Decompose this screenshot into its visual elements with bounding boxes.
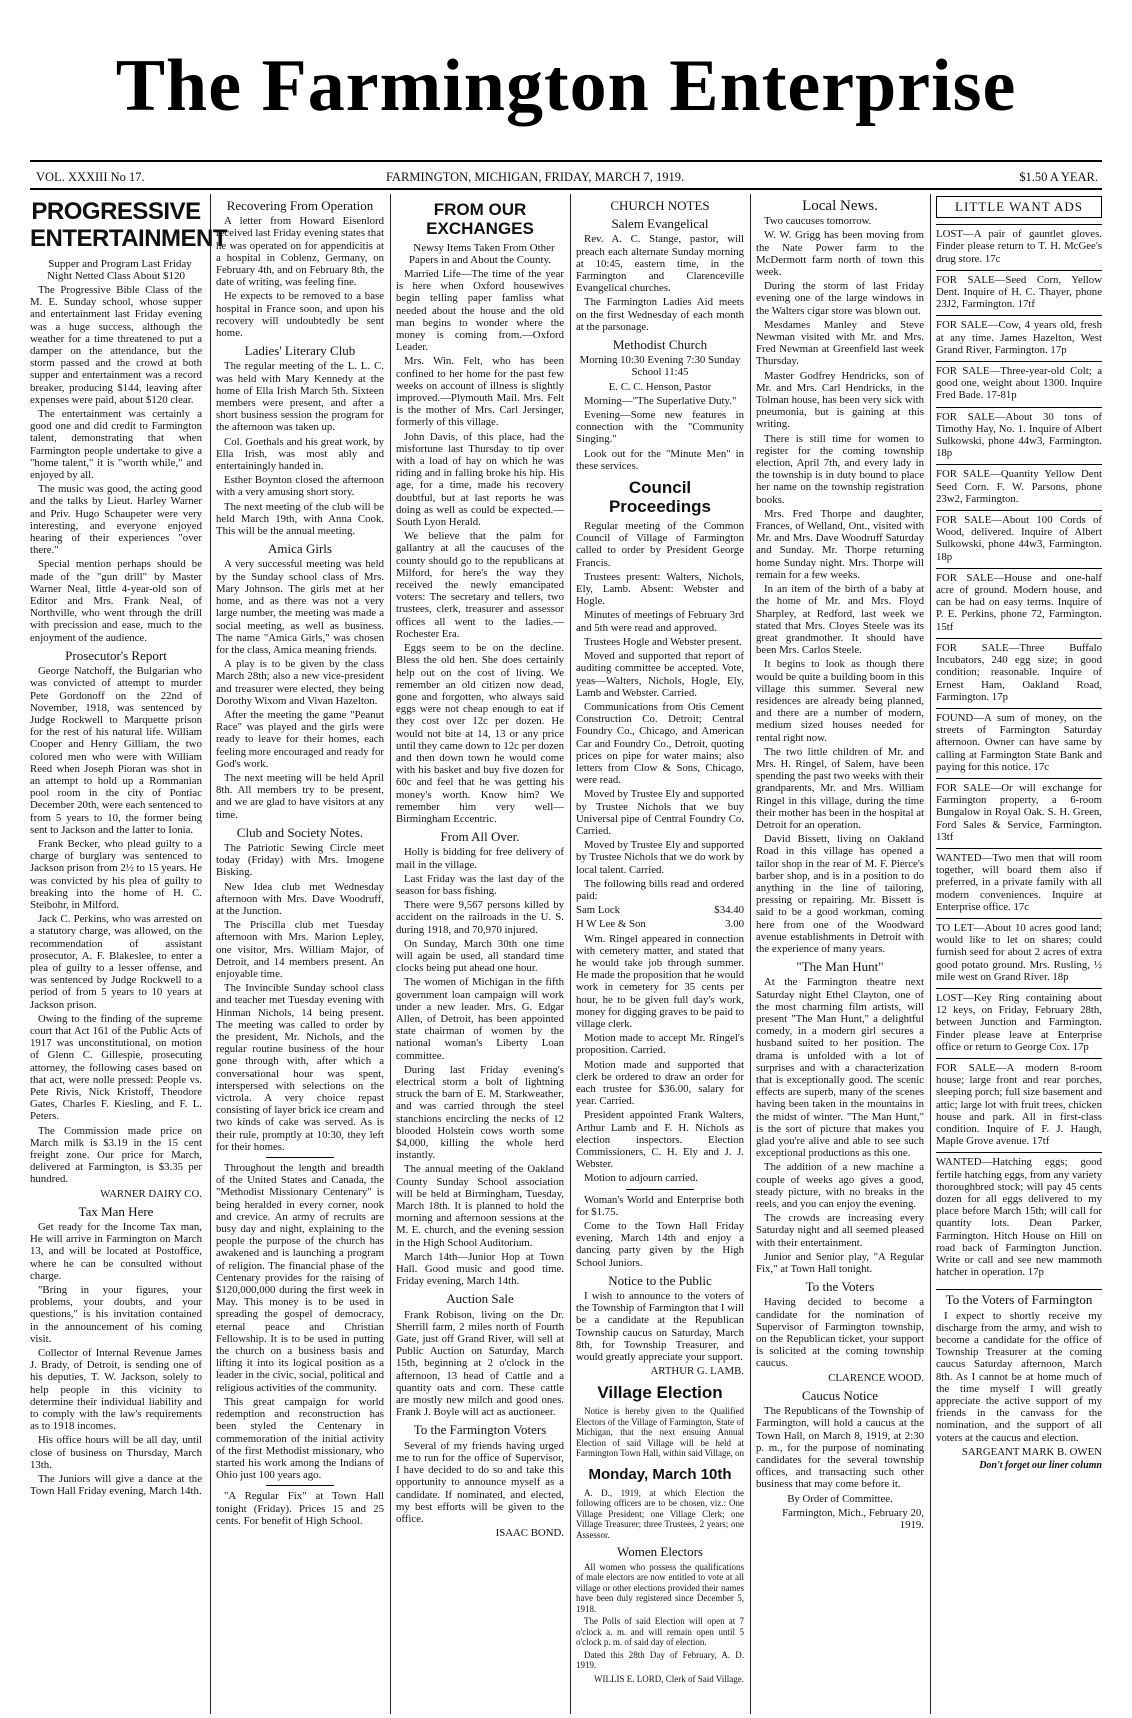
column-6 (936, 194, 1102, 1714)
article-paragraph: John Davis, of this place, had the misfortune last Thursday to tip over with a load of hay on which he was riding and in falling broke his hip. His age, for a time, made his recovery doubtful, but at last reports he was doing as well as could be expected.—South Lyon Herald. (396, 430, 564, 529)
article-paragraph: Mesdames Manley and Steve Newman visited with Mr. and Mrs. Fred Newman at Greenfield last week Thursday. (756, 318, 924, 368)
article-paragraph: His office hours will be all day, until close of business on Thursday, March 13th. (30, 1434, 202, 1471)
bill-amount: 3.00 (725, 918, 744, 931)
headline-local-news: Local News. (802, 198, 878, 214)
article-paragraph: Motion made to accept Mr. Ringel's proposition. Carried. (576, 1032, 744, 1057)
article-paragraph: Two caucuses tomorrow. (764, 215, 872, 228)
headline-club-society: Club and Society Notes. (236, 824, 364, 840)
article-paragraph: Collector of Internal Revenue James J. Brady, of Detroit, is sending one of his deputies, T. W. Jackson, solely to help people in this vicinity to determine their individual liability and to comply with the law's requirements as to 1918 incomes. (30, 1347, 202, 1433)
column-rule (570, 194, 571, 1714)
headline-council-proceedings: Council Proceedings (608, 478, 712, 517)
article-paragraph: "A Regular Fix" at Town Hall tonight (Friday). Prices 15 and 25 cents. For benefit of High School. (216, 1490, 384, 1527)
headline-tax-man: Tax Man Here (78, 1203, 154, 1219)
article-paragraph: Throughout the length and breadth of the United States and Canada, the "Methodist Missionary Centenary" is being heralded in every corner, nook and crevice. An army of recruits are busy day and night, explaining to the people the purpose of the church has awakened and is launching a program of religion. The financial phase of the Centenary provides for the raising of $120,000,000 during the first week in May. This money is to be used in spreading the gospel of democracy, eternal peace and Christian Fellowship. It is to be used in putting the church on a business basis and lifting it into its logical position as a leader in the civic, social, political and religious activities of the community. (216, 1162, 384, 1394)
ad-text: LOST—Key Ring containing about 12 keys, on Friday, February 28th, between Junction and Farmington. Finder please leave at Enterprise office or return to George Cox. 17p (936, 991, 1102, 1053)
volume-number: VOL. XXXIII No 17. (36, 170, 145, 184)
article-paragraph: The Juniors will give a dance at the Town Hall Friday evening, March 14th. (30, 1473, 202, 1498)
article-paragraph: The Republicans of the Township of Farmington, will hold a caucus at the Town Hall, on March 8, 1919, at 2:30 p. m., for the purpose of nominating candidates for the several township offices, and transacting such other business that may come before it. (756, 1405, 924, 1491)
classified-ad (936, 918, 1102, 988)
article-paragraph: The Farmington Ladies Aid meets on the first Wednesday of each month at the parsonage. (576, 296, 744, 333)
article-paragraph: Evening—Some new features in connection with the "Community Singing." (576, 409, 744, 446)
article-paragraph: Wm. Ringel appeared in connection with cemetery matter, and stated that he would take job through summer. He made the proposition that he would work in cemetery for 35 cents per hour, he to be given full day's work, money for digging graves to be paid to village clerk. (576, 932, 744, 1030)
article-paragraph: Trustees present: Walters, Nichols, Ely, Lamb. Absent: Webster and Hogle. (576, 570, 744, 608)
ad-text: WANTED—Two men that will room together, will board them also if preferred, in a private family with all modern conveniences. Inquire at Enterprise office. 17c (936, 851, 1102, 913)
article-paragraph: Esther Boynton closed the afternoon with a very amusing short story. (216, 474, 384, 499)
headline-man-hunt: "The Man Hunt" (796, 959, 884, 975)
signature: WARNER DAIRY CO. (100, 1187, 202, 1200)
column-4 (576, 194, 744, 1714)
subheadline-methodist: Methodist Church (612, 337, 708, 353)
classified-ad (936, 988, 1102, 1058)
headline-caucus-notice: Caucus Notice (801, 1387, 879, 1403)
ad-text: FOR SALE—Or will exchange for Farmington property, a 6-room Bungalow in Royal Oak. S. H. Green, Ford Sales & Service, Farmington. 13tf (936, 781, 1102, 843)
headline-village-election: Village Election (597, 1383, 723, 1403)
divider (266, 1485, 333, 1486)
article-paragraph: The music was good, the acting good and the talks by Lieut. Harley Warner and Priv. Hugo Schaupeter were very interesting, and everyone enjoyed hearing of their experiences "over there." (30, 483, 202, 557)
classified-ad (936, 510, 1102, 568)
article-paragraph: Mrs. Fred Thorpe and daughter, Frances, of Welland, Ont., visited with Mr. and Mrs. Dave Woodruff Saturday and Sunday. Mr. Thorpe returning home Sunday night. Mrs. Thorpe will remain for a few weeks. (756, 507, 924, 581)
signature: By Order of Committee. (787, 1492, 893, 1505)
signature: CLARENCE WOOD. (828, 1371, 924, 1384)
ad-text: FOUND—A sum of money, on the streets of Farmington Saturday afternoon. Owner can have same by calling at Farmington State Bank and paying for this notice. 17c (936, 711, 1102, 773)
ad-text: WANTED—Hatching eggs; good fertile hatching eggs, from any variety thoroughbred stock; will pay 45 cents dozen for all eggs delivered to my place before March 15th; will call for quantity lots. Dean Parker, Farmington. Hitch House on Hill on road back of Farmington Junction. Write or call and see new mammoth hatcher in operation. 17p (936, 1156, 1102, 1279)
article-paragraph: The next meeting will be held April 8th. All members try to be present, and we are glad to have visitors at any time. (216, 771, 384, 821)
election-date: Monday, March 10th (588, 1465, 732, 1483)
classified-ad (936, 464, 1102, 510)
article-paragraph: Communications from Otis Cement Construction Co. Detroit; Central Foundry Co., Chicago, and American Car and Foundry Co., Detroit, quoting prices on pipe for water mains; also letters from Clow & Sons, Chicago, were read. (576, 700, 744, 787)
article-paragraph: New Idea club met Wednesday afternoon with Mrs. Dave Woodruff, at the Junction. (216, 880, 384, 917)
ad-text: FOR SALE—About 30 tons of Timothy Hay, No. 1. Inquire of Albert Sulkowski, phone 44w3, Farmington. 18p (936, 410, 1102, 460)
classified-ad (936, 1152, 1102, 1283)
article-paragraph: The entertainment was certainly a good one and did credit to Farmington talent, demonstrating that when Farmington people undertake to give a "home talent," it is "worth while," and enjoyed by all. (30, 408, 202, 482)
article-paragraph: Come to the Town Hall Friday evening, March 14th and enjoy a dancing party given by the High School Juniors. (576, 1220, 744, 1269)
article-paragraph: A. D., 1919, at which Election the following officers are to be chosen, viz.: One Village President; one Village Clerk; one Village Treasurer; three Trustees, 2 years; one Assessor. (576, 1487, 744, 1540)
subscription-price: $1.50 A YEAR. (1019, 170, 1098, 184)
article-paragraph: Last Friday was the last day of the season for bass fishing. (396, 872, 564, 897)
divider (266, 1157, 333, 1158)
article-paragraph: Several of my friends having urged me to run for the office of Supervisor, I have decided to do so and take this opportunity to announce myself as a candidate. If nominated, and elected, my best efforts will be given to the office. (396, 1439, 564, 1525)
article-paragraph: George Natchoff, the Bulgarian who was convicted of attempt to murder Pete Gordonoff on the 22nd of November, 1918, was sentenced by Judge Rockwell to Marquette prison for the rest of his natural life. William Cooper and Henry Gilliam, the two colored men who were with William Reed when Joseph Pioran was shot in an attempt to hold up a Rommanian pool room in the city of Pontiac December 20th, were each sentenced to from 5 years to 10, the former being sent to Jackson and the latter to Ionia. (30, 665, 202, 836)
classified-ad (936, 407, 1102, 465)
signature: SARGEANT MARK B. OWEN (961, 1445, 1102, 1458)
signature: ARTHUR G. LAMB. (650, 1365, 744, 1378)
article-paragraph: Regular meeting of the Common Council of Village of Farmington called to order by President George Francis. (576, 520, 744, 569)
classified-ad (936, 224, 1102, 270)
ad-text: TO LET—About 10 acres good land; would like to let on shares; could furnish seed for about 2 acres of extra good potato ground. Mrs. Rusling, ½ mile west on Grand River. 18p (936, 921, 1102, 983)
article-paragraph: Trustees Hogle and Webster present. (584, 635, 742, 648)
classified-ad (936, 778, 1102, 848)
article-paragraph: Look out for the "Minute Men" in these services. (576, 447, 744, 472)
headline-exchanges: FROM OUR EXCHANGES (426, 200, 534, 238)
article-paragraph: The next meeting of the club will be held March 19th, with Anna Cook. This will be the annual meeting. (216, 500, 384, 538)
article-paragraph: The Commission made price on March milk is $3.19 in the 15 cent freight zone. Our price for March, delivered at Farmington, is $3.35 per hundred. (30, 1124, 202, 1186)
article-paragraph: Master Godfrey Hendricks, son of Mr. and Mrs. Carl Hendricks, in the Tolman house, has been very sick with pneumonia, but is gaining at this writing. (756, 369, 924, 431)
article-paragraph: The addition of a new machine a couple of weeks ago gives a good, steady picture, with no breaks in the reels, and you can enjoy the evening. (756, 1161, 924, 1211)
article-paragraph: The annual meeting of the Oakland County Sunday School association will be held at Birmingham, Tuesday, March 18th. It is planned to hold the morning and afternoon sessions at the M. E. church, and the evening session in the High School Auditorium. (396, 1163, 564, 1249)
column-1 (30, 194, 228, 1714)
classified-ad (936, 568, 1102, 638)
article-paragraph: Frank Robison, living on the Dr. Sherrill farm, 2 miles north of Fourth Gate, just off Grand River, will sell at Public Auction on Saturday, March 15th, beginning at 2 o'clock in the afternoon, 13 head of Cattle and a quantity oats and corn. These cattle are mostly new milch and good ones. Frank J. Boyle will act as auctioneer. (396, 1308, 564, 1419)
article-paragraph: David Bissett, living on Oakland Road in this village has opened a tailor shop in the rear of M. F. Pierce's barber shop, and is in a position to do anything in the line of tailoring, pressing or repairing. Mr. Bissett is said to be a good workman, coming here from one of the Woodward avenue establishments in Detroit with the experience of many years. (756, 833, 924, 955)
article-paragraph: There were 9,567 persons killed by accident on the railroads in the U. S. during 1918, and 70,970 injured. (396, 899, 564, 936)
article-paragraph: Mrs. Win. Felt, who has been confined to her home for the past few weeks on account of illness is slightly improved.—Plymouth Mail. Mrs. Felt is the mother of Mrs. Carl Jersinger, formerly of this village. (396, 355, 564, 429)
issue-date: FARMINGTON, MICHIGAN, FRIDAY, MARCH 7, 1919. (386, 170, 685, 184)
masthead (0, 0, 1132, 160)
notice-dateline: Farmington, Mich., February 20, 1919. (782, 1506, 924, 1531)
pastor-name: E. C. C. Henson, Pastor (608, 380, 712, 393)
article-paragraph: Married Life—The time of the year is here when Oxford housewives begin telling paper famliss what needed about the house and the old man begins to wonder where the money is coming from.—Oxford Leader. (396, 268, 564, 354)
article-paragraph: Notice is hereby given to the Qualified Electors of the Village of Farmington, State of Michigan, that the next ensuing Annual Election of said Village will be held at Farmington Town Hall, within said Village, on (576, 1406, 744, 1459)
column-rule (210, 194, 211, 1714)
article-paragraph: Woman's World and Enterprise both for $1.75. (576, 1193, 744, 1218)
article-paragraph: The Progressive Bible Class of the M. E. Sunday school, whose supper and entertainment last Friday evening was a huge success, although the weather for a time threatened to put a damper on the attendance, but the storm passed and the crowd at both supper and entertainment was a record breaker, producing $144, leaving after expenses were paid, about $120 clear. (30, 284, 202, 406)
article-paragraph: During last Friday evening's electrical storm a bolt of lightning struck the barn of E. M. Starkweather, and was carried through the steel stanchions encircling the necks of 12 blooded Holstein cows worth some $4,000, killing the whole herd instantly. (396, 1063, 564, 1162)
headline-recovering: Recovering From Operation (226, 198, 374, 213)
article-paragraph: Moved by Trustee Ely and supported by Trustee Nichols that we buy Universal pipe of Central Foundry Co. Carried. (576, 788, 744, 837)
article-paragraph: Rev. A. C. Stange, pastor, will preach each alternate Sunday morning at 10:45, eastern time, in the Farmington and Clarenceville Evangelical churches. (576, 233, 744, 295)
signature: ISAAC BOND. (495, 1527, 564, 1540)
article-paragraph: In an item of the birth of a baby at the home of Mr. and Mrs. Floyd Sharpley, at Redford, last week we stated that Mrs. Cloyes Steele was its great grandmother. It should have been Mrs. Carlos Steele. (756, 583, 924, 657)
headline-notice-public: Notice to the Public (608, 1272, 712, 1288)
classified-ad (936, 270, 1102, 316)
bill-name: Sam Lock (576, 904, 621, 917)
article-paragraph: Get ready for the Income Tax man, He will arrive in Farmington on March 13, and will be located at Postoffice, where he can be consulted without charge. (30, 1221, 202, 1282)
article-paragraph: The regular meeting of the L. L. C. was held with Mary Kennedy at the home of Ella Irish March 5th. Sixteen members were present, and after a short business session the program for the afternoon was taken up. (216, 360, 384, 434)
bill-row (576, 904, 744, 916)
headline-amica-girls: Amica Girls (268, 541, 332, 557)
ad-text: FOR SALE—About 100 Cords of Wood, delivered. Inquire of Albert Sulkowski, phone 44w3, Farmington. 18p (936, 514, 1102, 563)
article-paragraph: This great campaign for world redemption and reconstruction has been styled the Centenary in commemoration of the initial activity of the first Methodist missionary, who started his work among the Indians of Ohio just 100 years ago. (216, 1395, 384, 1482)
want-ads-header: LITTLE WANT ADS (936, 196, 1102, 218)
bill-row (576, 918, 744, 930)
column-rule (390, 194, 391, 1714)
subheadline-women-electors: Women Electors (617, 1544, 703, 1560)
article-paragraph: Holly is bidding for free delivery of mail in the village. (396, 846, 564, 871)
article-paragraph: The two little children of Mr. and Mrs. H. Ringel, of Salem, have been spending the past two weeks with their grandparents, Mr. and Mrs. William Ringel in this village, during the time their mother has been in the hospital at Detroit for an operation. (756, 745, 924, 831)
ad-text: FOR SALE—Seed Corn, Yellow Dent. Inquire of H. C. Thayer, phone 23J2, Farmington. 17tf (936, 273, 1102, 311)
article-paragraph: The Patriotic Sewing Circle meet today (Friday) with Mrs. Imogene Bisking. (216, 841, 384, 879)
article-paragraph: At the Farmington theatre next Saturday night Ethel Clayton, one of the most charming film artists, will present "The Man Hunt," a delightful comedy, in a modern girl secures a husband suited to her position. The drama is unfolded with a lot of surprises and with a characterization that is exceptionally good. The scenic effects are superb, many of the scenes having been taken in the mountains in the midst of winter. "The Man Hunt," is the sort of picture that makes you glad you're alive and able to see such exceptional productions as this one. (756, 976, 924, 1160)
article-paragraph: The crowds are increasing every Saturday night and all seemed pleased with their entertainment. (756, 1212, 924, 1249)
article-paragraph: The following bills read and ordered paid: (576, 877, 744, 902)
article-paragraph: Morning—"The Superlative Duty." (584, 394, 737, 407)
column-rule (750, 194, 751, 1714)
article-paragraph: The Invincible Sunday school class and teacher met Tuesday evening with Hinman Nichols, 14 being present. The meeting was called to order by the president, Mr. Nichols, and the regular routine business of the hour gone through with, after which a conversational hour was spent, interspersed with selections on the victrola. A very choice repast consisting of layer brick ice cream and two kinds of cake was served. As is their rule, promptly at 10:30, they left for their homes. (216, 982, 384, 1153)
classified-ad (936, 848, 1102, 918)
newspaper-title: The Farmington Enterprise (115, 45, 1017, 127)
divider (626, 1189, 693, 1190)
headline-voters-of-farmington: To the Voters of Farmington (936, 1289, 1102, 1306)
article-paragraph: President appointed Frank Walters, Arthur Lamb and F. H. Nichols as election inspectors. Election Commissioners, C. H. Ely and J. J. Webster. (576, 1109, 744, 1171)
article-paragraph: Motion made and supported that clerk be ordered to draw an order for each trustee for $36.00, salary for year. Carried. (576, 1058, 744, 1108)
article-paragraph: Minutes of meetings of February 3rd and 5th were read and approved. (576, 609, 744, 634)
article-paragraph: A very successful meeting was held by the Sunday school class of Mrs. Mary Johnson. The girls met at her home, and as there was not a very large number, the meeting was made a social meeting, as well as business. The name "Amica Girls," was chosen for the class, Amica meaning friends. (216, 558, 384, 656)
masthead-rule-top (30, 160, 1102, 162)
article-paragraph: Frank Becker, who plead guilty to a charge of burglary was sentenced to Jackson prison from 2½ to 15 years. He was convicted by his plea of guilty to breaking into the home of H. C. Steibohr, in Milford. (30, 837, 202, 911)
ad-text: FOR SALE—House and one-half acre of ground. Modern house, and can be had on easy terms. Inquire of P. E. Perkins, phone 72, Farmington. 15tf (936, 571, 1102, 633)
footer-note: Don't forget our liner column (979, 1460, 1102, 1472)
article-paragraph: Moved and supported that report of auditing committee be accepted. Vote, yeas—Walters, Nichols, Hogle, Ely, Lamb and Webster. Carried. (576, 650, 744, 699)
article-paragraph: All women who possess the qualifications of male electors are now entitled to vote at all village or other elections provided their names have been duly registered since December 5, 1918. (576, 1561, 744, 1614)
article-paragraph: On Sunday, March 30th one time will again be used, all standard time clocks being put ahead one hour. (396, 937, 564, 975)
ad-text: LOST—A pair of gauntlet gloves. Finder please return to T. H. McGee's drug store. 17c (936, 228, 1102, 265)
article-paragraph: March 14th—Junior Hop at Town Hall. Good music and good time. Friday evening, March 14th. (396, 1250, 564, 1288)
masthead-rule-bottom (30, 188, 1102, 190)
classified-ad (936, 708, 1102, 778)
headline-progressive-entertainment: PROGRESSIVE ENTERTAINMENT (30, 198, 228, 252)
article-paragraph: Moved by Trustee Ely and supported by Trustee Nichols that we do work by local talent. Carried. (576, 839, 744, 876)
article-paragraph: Having decided to become a candidate for the nomination of Supervisor of Farmington township, on the Republican ticket, your support is solicited at the coming township caucus. (756, 1296, 924, 1370)
article-paragraph: Col. Goethals and his great work, by Ella Irish, was most ably and entertainingly handed in. (216, 435, 384, 473)
article-paragraph: The Polls of said Election will open at 7 o'clock a. m. and will remain open until 5 o'clock p. m. of said day of election. (576, 1616, 744, 1648)
article-paragraph: There is still time for women to register for the coming township election, April 7th, and every lady in the township is in duty bound to place her name on the township registration books. (756, 432, 924, 506)
article-paragraph: Junior and Senior play, "A Regular Fix," at Town Hall tonight. (756, 1250, 924, 1276)
article-paragraph: Special mention perhaps should be made of the "gun drill" by Master Warner Neal, little 4-year-old son of Editor and Mrs. Frank Neal, of Northville, who went through the drill with precission and ease, much to the enjoyment of the audience. (30, 558, 202, 644)
column-rule (930, 194, 931, 1714)
signature: WILLIS E. LORD, Clerk of Said Village. (593, 1673, 744, 1684)
article-paragraph: I expect to shortly receive my discharge from the army, and wish to become a candidate for the office of Township Treasurer at the coming caucus Saturday afternoon, March 8th. As I cannot be at home much of the time myself I will greatly appreciate the active support of my friends in the canvass for the nomination, and the support of all voters at the caucus and election. (936, 1309, 1102, 1444)
ad-text: FOR SALE—Three-year-old Colt; a good one, weight about 1300. Inquire Fred Bade. 17-81p (936, 365, 1102, 402)
classified-ad (936, 361, 1102, 407)
article-paragraph: It begins to look as though there would be quite a building boom in this village this summer. Several new residences are already being planned, and there are a number of modern, medium sized houses needed for rental right now. (756, 658, 924, 744)
article-paragraph: Owing to the finding of the supreme court that Act 161 of the Public Acts of 1917 was unconstitutional, on motion of Glenn C. Gillespie, prosecuting attorney, the following cases based on that act, were nolle pressed: People vs. Pete Rivis, Nick Kristoff, Theodore Gates, Charles F. Kiesling, and F. L. Peters. (30, 1012, 202, 1123)
article-paragraph: Dated this 28th Day of February, A. D. 1919. (576, 1649, 744, 1671)
headline-farmington-voters: To the Farmington Voters (413, 1422, 547, 1438)
ad-text: FOR SALE—Three Buffalo Incubators, 240 egg size; in good condition; reasonable. Inquire of Ernest Ham, Oakland Road, Farmington. 17p (936, 641, 1102, 703)
article-paragraph: During the storm of last Friday evening one of the large windows in the Walters cigar store was blown out. (756, 280, 924, 317)
column-3 (396, 194, 564, 1714)
ad-text: FOR SALE—A modern 8-room house; large front and rear porches, sleeping porch; full size basement and attic; large lot with fruit trees, chicken house and park. All in first-class condition. Inquire of F. J. Haugh, Maple Grove avenue. 17tf (936, 1061, 1102, 1148)
article-paragraph: A play is to be given by the class March 28th; also a new vice-president and treasurer were elected, they being Dorothy Wixom and Vivan Hazelton. (216, 658, 384, 707)
headline-church-notes: CHURCH NOTES (610, 198, 710, 213)
article-paragraph: Motion to adjourn carried. (584, 1172, 698, 1185)
article-paragraph: The women of Michigan in the fifth government loan campaign will work under a new leader. Mrs. G. Edgar Allen, of Detroit, has been appointed state chairman of women by the national woman's Liberty Loan committee. (396, 976, 564, 1062)
headline-from-all-over: From All Over. (440, 829, 520, 845)
subheadline: Supper and Program Last Friday Night Netted Class About $120 (46, 258, 192, 282)
article-paragraph: The Priscilla club met Tuesday afternoon with Mrs. Marion Lepley, one visitor, Mrs. William Major, of Detroit, and 14 members present. An enjoyable time. (216, 919, 384, 980)
article-paragraph: After the meeting the game "Peanut Race" was played and the girls were ready to leave for their homes, each feeling more encouraged and ready for God's work. (216, 708, 384, 770)
column-2 (216, 194, 384, 1714)
headline-prosecutors-report: Prosecutor's Report (65, 647, 167, 663)
classified-ad (936, 638, 1102, 708)
classified-ad (936, 315, 1102, 361)
ad-text: FOR SALE—Cow, 4 years old, fresh at any time. James Hazelton, West Grand River, Farmington. 17p (936, 319, 1102, 356)
article-paragraph: A letter from Howard Eisenlord received last Friday evening states that he was operated on for appendicitis at a hospital in Coblenz, Germany, on February 4th, and on February 8th, the date of writing, was feeling fine. (216, 215, 384, 289)
bill-amount: $34.40 (714, 904, 744, 917)
article-paragraph: Jack C. Perkins, who was arrested on a statutory charge, was allowed, on the recommendation of assistant prosecutor, A. F. Blakeslee, to enter a plea of guilty to a lesser offense, and was sentenced by Judge Rockwell to a period of from 5 years to 10 years at Jackson prison. (30, 913, 202, 1011)
article-paragraph: He expects to be removed to a base hospital in France soon, and upon his recovery will undoubtedly be sent home. (216, 290, 384, 340)
subheadline: Newsy Items Taken From Other Papers in and About the County. (408, 242, 555, 266)
classified-ad (936, 1058, 1102, 1152)
bill-name: H W Lee & Son (576, 918, 646, 931)
columns (30, 194, 1102, 1714)
dateline-bar (30, 166, 1102, 188)
headline-to-the-voters: To the Voters (805, 1279, 875, 1295)
ad-text: FOR SALE—Quantity Yellow Dent Seed Corn. F. W. Parsons, phone 23w2, Farmington. (936, 468, 1102, 505)
article-paragraph: Eggs seem to be on the decline. Bless the old hen. She does certainly help out on the cost of living. We remember an old citizen now dead, gone and forgotten, who always said eggs were not cheap enough to eat if they cost over 12c per dozen. He would not bite at 14, 13 or any price until they came down to 12c per dozen and then down town he would come with his basket and buy five dozen for 60c and feel that he was getting his money's worth. Know him? We remember him very well—Birmingham Eccentric. (396, 642, 564, 825)
column-5 (756, 194, 924, 1714)
headline-auction-sale: Auction Sale (446, 1291, 514, 1307)
article-paragraph: We believe that the palm for gallantry at all the caucuses of the county should go to the republicans at Milford, for here's the way they received the newly emancipated voters: The secretary and tellers, two trustees, clerk, treasurer and assessor offices all went to the ladies.—Rochester Era. (396, 530, 564, 640)
headline-literary-club: Ladies' Literary Club (244, 343, 356, 359)
service-times: Morning 10:30 Evening 7:30 Sunday School 11:45 (579, 354, 741, 379)
article-paragraph: W. W. Grigg has been moving from the Nate Power farm to the McDermott farm north of town this week. (756, 229, 924, 279)
subheadline-salem: Salem Evangelical (611, 216, 709, 232)
article-paragraph: "Bring in your figures, your problems, your doubts, and your questions," is his invitation contained in the announcement of his coming visit. (30, 1284, 202, 1345)
article-paragraph: I wish to announce to the voters of the Township of Farmington that I will be a candidate at the Republican Township caucus on Saturday, March 8th, for Township Treasurer, and would greatly appreciate your support. (576, 1290, 744, 1364)
